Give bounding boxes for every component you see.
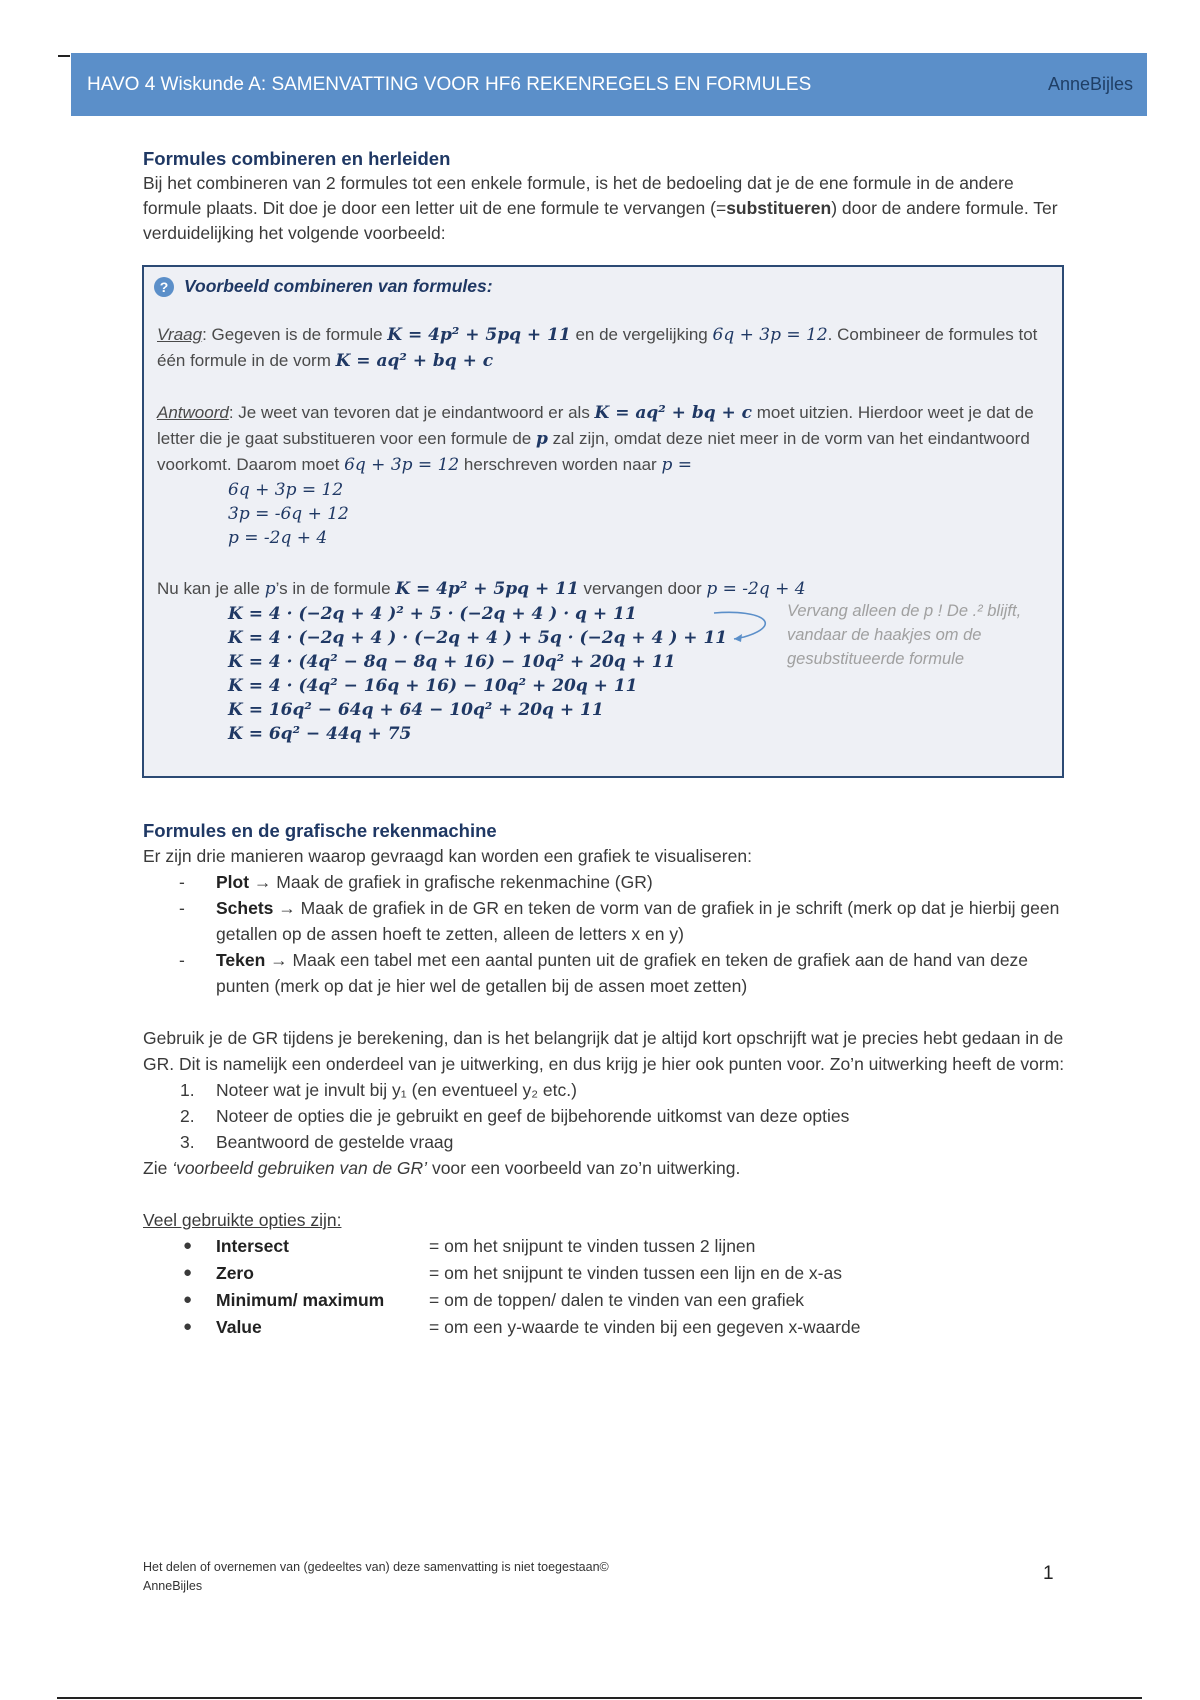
rewrite-step: 3p = -6q + 12: [228, 504, 349, 524]
substitution-paragraph: Nu kan je alle p’s in de formule K = 4p² + 5pq + 11 vervangen door p = -2q + 4: [157, 579, 806, 599]
antwoord-paragraph: Antwoord: Je weet van tevoren dat je eindantwoord er als K = aq² + bq + c moet uitzien. Hierdoor weet je dat de letter die je gaat substitueren voor een formule de p zal zijn, omdat deze niet meer in de vorm van het eindantwoord voorkomt. Daarom moet 6q + 3p = 12 herschreven worden naar p =: [157, 403, 1034, 475]
list-item: 1. Noteer wat je invult bij y₁ (en eventueel y₂ etc.): [180, 1080, 577, 1100]
list-item: 2. Noteer de opties die je gebruikt en geef de bijbehorende uitkomst van deze opties: [180, 1106, 850, 1126]
derivation-line: K = 4 · (−2q + 4 ) · (−2q + 4 ) + 5q · (−2q + 4 ) + 11: [228, 628, 728, 648]
options-list: [143, 1233, 1073, 1341]
vraag-paragraph: Vraag: Gegeven is de formule K = 4p² + 5pq + 11 en de vergelijking 6q + 3p = 12. Combineer de formules tot één formule in de vorm K = aq² + bq + c: [157, 325, 1038, 371]
derivation-line: K = 4 · (4q² − 16q + 16) − 10q² + 20q + 11: [228, 676, 638, 696]
steps-list: [143, 1077, 1073, 1155]
list-item: ● Zero = om het snijpunt te vinden tussen een lijn en de x-as: [183, 1263, 842, 1283]
derivation-line: K = 4 · (−2q + 4 )² + 5 · (−2q + 4 ) · q + 11: [228, 604, 637, 624]
page-header: [71, 53, 1147, 116]
header-title: HAVO 4 Wiskunde A: SAMENVATTING VOOR HF6 REKENREGELS EN FORMULES: [87, 73, 812, 95]
copyright-notice: Het delen of overnemen van (gedeeltes van) deze samenvatting is niet toegestaan©: [143, 1560, 609, 1574]
question-icon: ?: [154, 277, 174, 297]
example-body: [157, 322, 1047, 746]
section-heading: Formules combineren en herleiden: [143, 148, 451, 169]
rewrite-step: p = -2q + 4: [228, 528, 328, 548]
section-intro: Er zijn drie manieren waarop gevraagd kan worden een grafiek te visualiseren:: [143, 846, 752, 866]
ways-list: [143, 869, 1073, 999]
derivation-line: K = 6q² − 44q + 75: [228, 724, 412, 744]
list-item: ● Value = om een y-waarde te vinden bij een gegeven x-waarde: [183, 1317, 861, 1337]
list-item: ● Minimum/ maximum = om de toppen/ dalen te vinden van een grafiek: [183, 1290, 805, 1310]
example-title: ? Voorbeeld combineren van formules:: [154, 276, 493, 297]
example-box: [142, 265, 1064, 778]
zie-paragraph: Zie ‘voorbeeld gebruiken van de GR’ voor een voorbeeld van zo’n uitwerking.: [143, 1158, 741, 1178]
footer-author: AnneBijles: [143, 1579, 203, 1593]
list-item: ● Intersect = om het snijpunt te vinden tussen 2 lijnen: [183, 1236, 756, 1256]
page-number: 1: [1043, 1563, 1054, 1584]
example-note: Vervang alleen de p ! De .² blijft, vandaar de haakjes om de gesubstitueerde formule: [787, 602, 1022, 668]
derivation-line: K = 16q² − 64q + 64 − 10q² + 20q + 11: [228, 700, 604, 720]
section-grafische-rekenmachine: [143, 818, 1073, 1341]
list-item: - Plot → Maak de grafiek in grafische rekenmachine (GR): [179, 872, 653, 892]
bottom-rule: [57, 1697, 1142, 1699]
keyword-substitueren: substitueren: [726, 198, 832, 218]
list-item: 3. Beantwoord de gestelde vraag: [180, 1132, 454, 1152]
list-item: - Schets → Maak de grafiek in de GR en teken de vorm van de grafiek in je schrift (merk op dat je hierbij geen getallen op de assen hoeft te zetten, alleen de letters x en y): [179, 898, 1060, 944]
list-item: - Teken → Maak een tabel met een aantal punten uit de grafiek en teken de grafiek aan de hand van deze punten (merk op dat je hier wel de getallen bij de assen moet zetten): [179, 950, 1029, 996]
section-heading: Formules en de grafische rekenmachine: [143, 820, 497, 841]
derivation-line: K = 4 · (4q² − 8q − 8q + 16) − 10q² + 20q + 11: [228, 652, 676, 672]
top-rule: [58, 55, 70, 57]
options-heading: Veel gebruikte opties zijn:: [143, 1210, 342, 1230]
section-combineren: [143, 146, 1063, 246]
header-author: AnneBijles: [1047, 74, 1133, 94]
gr-paragraph: Gebruik je de GR tijdens je berekening, dan is het belangrijk dat je altijd kort opschrijft wat je precies hebt gedaan in de GR. Dit is namelijk een onderdeel van je uitwerking, en dus krijg je hier ook punten voor. Zo’n uitwerking heeft de vorm:: [143, 1028, 1065, 1074]
curved-arrow-icon: [704, 607, 784, 647]
rewrite-step: 6q + 3p = 12: [228, 480, 344, 500]
page-footer: [143, 1558, 743, 1596]
section-intro: Bij het combineren van 2 formules tot een enkele formule, is het de bedoeling dat je de ene formule in de andere formule plaats. Dit doe je door een letter uit de ene formule te vervangen (=substitueren) door de andere formule. Ter verduidelijking het volgende voorbeeld:: [143, 173, 1058, 243]
